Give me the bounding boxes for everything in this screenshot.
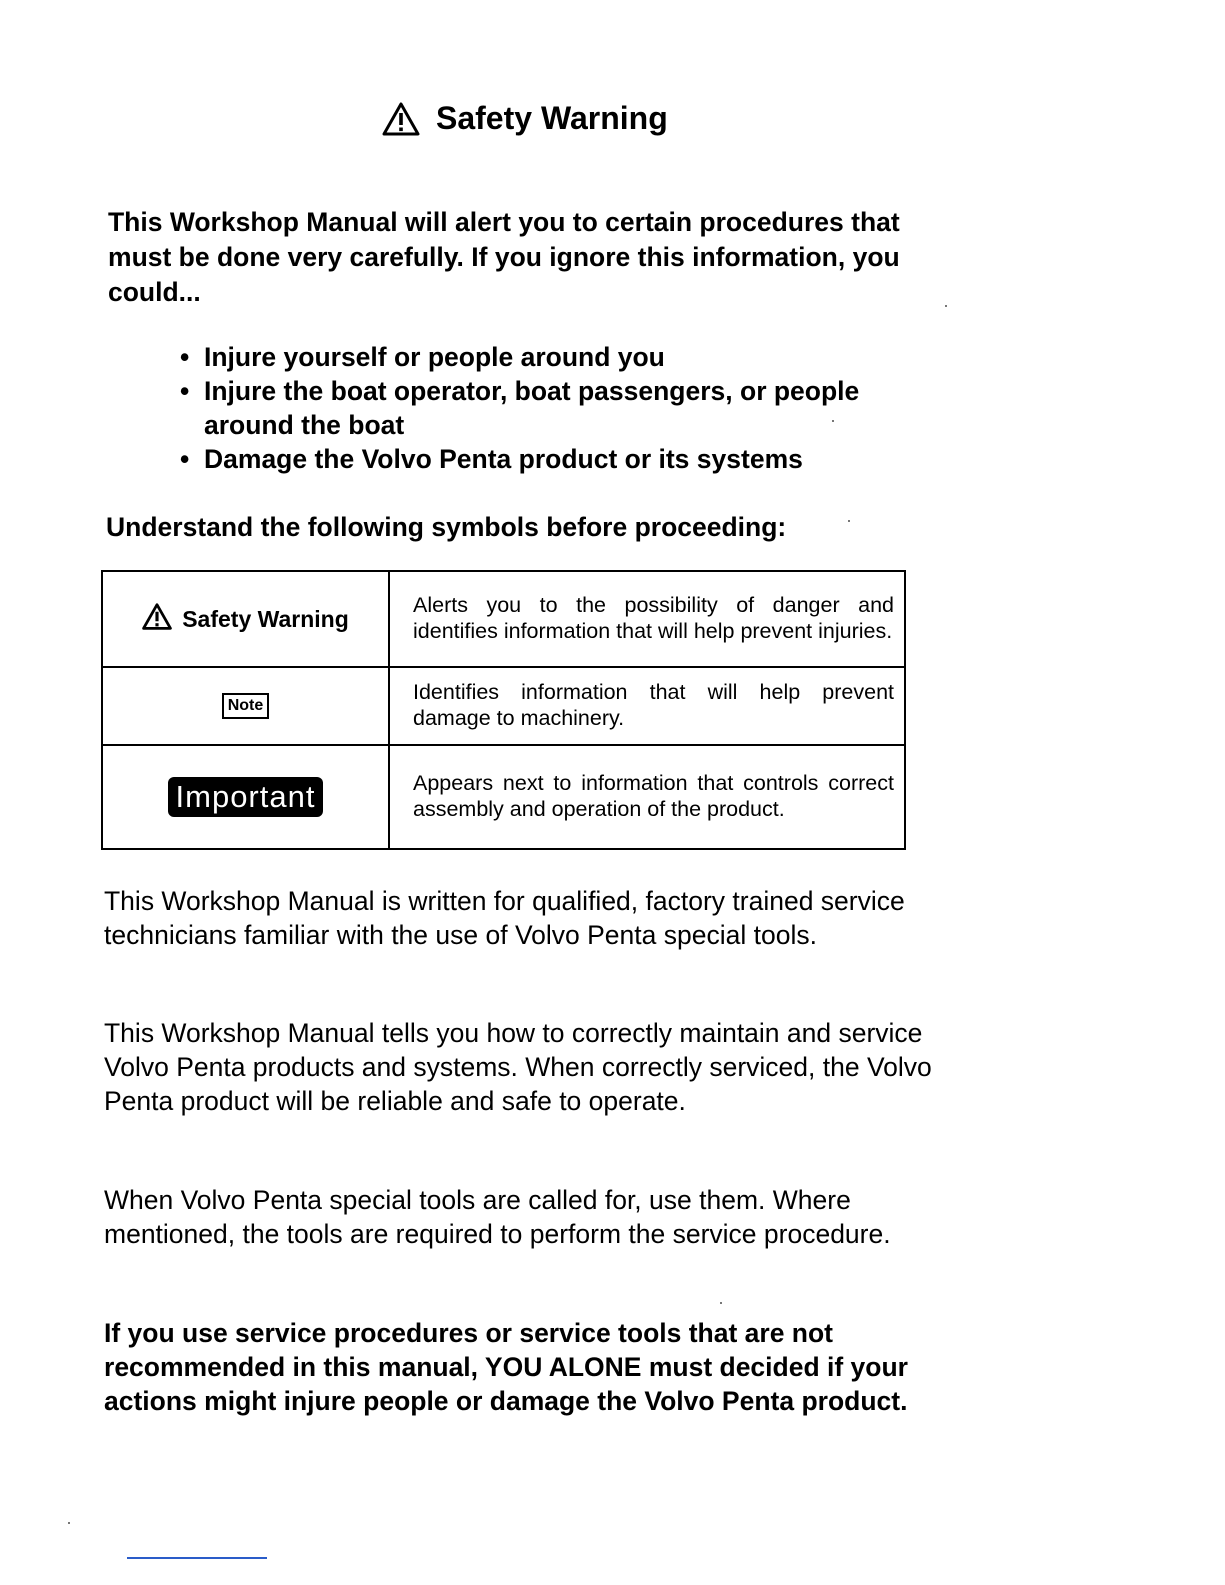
scan-speck [848, 520, 850, 522]
list-item-text: Injure the boat operator, boat passengers, or people around the boat [204, 376, 860, 440]
paragraph-special-tools: When Volvo Penta special tools are called for, use them. Where mentioned, the tools are required to perform the service procedure. [104, 1185, 891, 1249]
symbol-cell [102, 667, 389, 745]
symbol-cell [102, 571, 389, 667]
scan-speck [945, 305, 947, 307]
warning-triangle-icon [382, 102, 420, 136]
bullet-glyph: • [180, 376, 190, 406]
list-item-text: Injure yourself or people around you [204, 342, 665, 372]
paragraph-qualified-technicians: This Workshop Manual is written for qualified, factory trained service technicians familiar with the use of Volvo Penta special tools. [104, 886, 905, 950]
paragraph-maintenance: This Workshop Manual tells you how to correctly maintain and service Volvo Penta products and systems. When correctly serviced, the Volvo Penta product will be reliable and safe to operate. [104, 1018, 932, 1116]
hazard-list [180, 340, 940, 476]
symbols-intro: Understand the following symbols before proceeding: [106, 512, 787, 542]
table-row [102, 667, 905, 745]
table-row [102, 745, 905, 849]
list-item-text: Damage the Volvo Penta product or its systems [204, 444, 803, 474]
symbols-table [101, 570, 906, 850]
list-item [180, 374, 940, 442]
note-symbol: Note [222, 693, 270, 719]
scan-speck [720, 1302, 722, 1304]
bullet-glyph: • [180, 444, 190, 474]
symbol-cell [102, 745, 389, 849]
page-title-text: Safety Warning [436, 100, 668, 136]
list-item [180, 340, 940, 374]
scan-speck [832, 420, 834, 422]
intro-paragraph: This Workshop Manual will alert you to certain procedures that must be done very carefully. If you ignore this information, you could... [108, 207, 900, 307]
important-symbol: Important [168, 777, 324, 817]
symbol-description: Alerts you to the possibility of danger and identifies information that will help prevent injuries. [389, 571, 905, 667]
page-title [382, 100, 668, 137]
symbol-description: Identifies information that will help prevent damage to machinery. [389, 667, 905, 745]
safety-warning-label: Safety Warning [182, 605, 349, 632]
symbol-description: Appears next to information that controls correct assembly and operation of the product. [389, 745, 905, 849]
table-row [102, 571, 905, 667]
safety-warning-symbol [142, 603, 349, 636]
list-item [180, 442, 940, 476]
bullet-glyph: • [180, 342, 190, 372]
scan-speck [68, 1522, 70, 1524]
paragraph-responsibility-warning: If you use service procedures or service tools that are not recommended in this manual, YOU ALONE must decided if your actions might injure people or damage the Volvo Penta product. [104, 1318, 908, 1416]
footer-rule [127, 1557, 267, 1559]
warning-triangle-icon [142, 603, 172, 636]
